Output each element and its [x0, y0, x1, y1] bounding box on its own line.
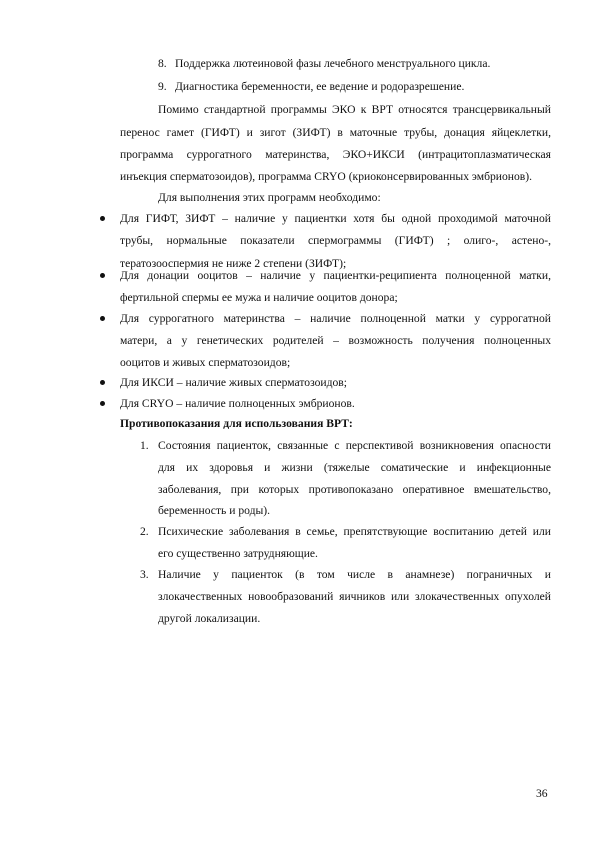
list-item-text: Поддержка лютеиновой фазы лечебного менструального цикла. — [175, 57, 491, 70]
list-item-line: беременность и роды). — [158, 504, 271, 517]
bullet-line: Для CRYO – наличие полноценных эмбрионов. — [120, 397, 355, 410]
list-item-line: его существенно затрудняющие. — [158, 547, 318, 560]
bullet-line: матери, а у генетических родителей – возможность получения полноценных — [120, 334, 551, 347]
list-item-line: другой локализации. — [158, 612, 261, 625]
list-item-number: 9. — [158, 80, 167, 93]
bullet-line: тератозооспермия не ниже 2 степени (ЗИФТ); — [120, 257, 347, 270]
bullet-icon — [100, 273, 105, 278]
bullet-line: Для ГИФТ, ЗИФТ – наличие у пациентки хотя бы одной проходимой маточной — [120, 212, 551, 225]
paragraph-line: Помимо стандартной программы ЭКО к ВРТ относятся трансцервикальный — [158, 103, 551, 116]
list-item-line: Состояния пациенток, связанные с перспективой возникновения опасности — [158, 439, 551, 452]
bullet-icon — [100, 316, 105, 321]
list-item-number: 1. — [140, 439, 149, 452]
list-item-line: Психические заболевания в семье, препятствующие воспитанию детей или — [158, 525, 551, 538]
bullet-line: Для донации ооцитов – наличие у пациентки-реципиента полноценной матки, — [120, 269, 551, 282]
bullet-line: Для ИКСИ – наличие живых сперматозоидов; — [120, 376, 347, 389]
list-item-number: 2. — [140, 525, 149, 538]
paragraph-line: перенос гамет (ГИФТ) и зигот (ЗИФТ) в маточные трубы, донация яйцеклетки, — [120, 126, 551, 139]
list-item-number: 3. — [140, 568, 149, 581]
paragraph-line: Для выполнения этих программ необходимо: — [158, 191, 381, 204]
page-number: 36 — [536, 787, 548, 800]
paragraph-line: программа суррогатного материнства, ЭКО+ИКСИ (интрацитоплазматическая — [120, 148, 551, 161]
section-heading: Противопоказания для использования ВРТ: — [120, 417, 353, 430]
bullet-line: ооцитов и живых сперматозоидов; — [120, 356, 291, 369]
list-item-line: заболевания, при которых противопоказано оперативное вмешательство, — [158, 483, 551, 496]
list-item-text: Диагностика беременности, ее ведение и родоразрешение. — [175, 80, 465, 93]
bullet-line: трубы, нормальные показатели спермограммы (ГИФТ) ; олиго-, астено-, — [120, 234, 551, 247]
bullet-line: Для суррогатного материнства – наличие полноценной матки у суррогатной — [120, 312, 551, 325]
paragraph-line: инъекция сперматозоидов), программа CRYO (криоконсервированных эмбрионов). — [120, 170, 533, 183]
bullet-icon — [100, 216, 105, 221]
list-item-line: Наличие у пациенток (в том числе в анамнезе) пограничных и — [158, 568, 551, 581]
bullet-icon — [100, 380, 105, 385]
list-item-line: для их здоровья и жизни (тяжелые соматические и инфекционные — [158, 461, 551, 474]
bullet-icon — [100, 401, 105, 406]
bullet-line: фертильной спермы ее мужа и наличие ооцитов донора; — [120, 291, 398, 304]
list-item-number: 8. — [158, 57, 167, 70]
list-item-line: злокачественных новообразований яичников или злокачественных опухолей — [158, 590, 551, 603]
